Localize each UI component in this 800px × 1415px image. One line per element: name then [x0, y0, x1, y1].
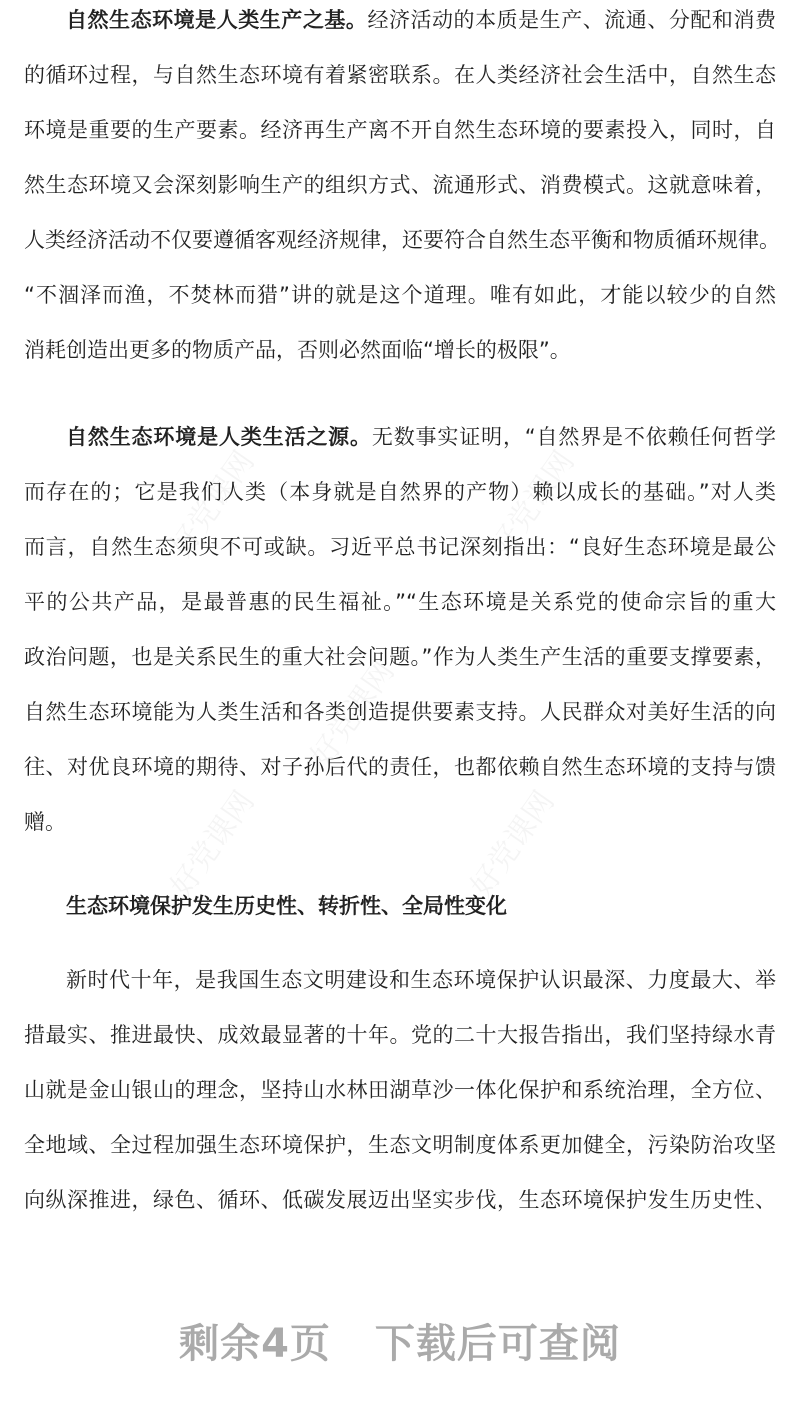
paragraph-line: 环境是重要的生产要素。经济再生产离不开自然生态环境的要素投入，同时，自	[24, 118, 776, 142]
paragraph-line	[66, 5, 776, 35]
paragraph-line: 政治问题，也是关系民生的重大社会问题。”作为人类生产生活的重要支撑要素，	[24, 645, 776, 669]
watermark	[458, 780, 563, 904]
paragraph-line: 平的公共产品，是最普惠的民生福祉。”“生态环境是关系党的使命宗旨的重大	[24, 590, 776, 614]
paragraph-line: 的循环过程，与自然生态环境有着紧密联系。在人类经济社会生活中，自然生态	[24, 63, 776, 87]
paragraph-line: 赠。	[24, 810, 66, 834]
paragraph-line: 消耗创造出更多的物质产品，否则必然面临“增长的极限”。	[24, 338, 571, 362]
download-prompt[interactable]	[0, 1312, 800, 1369]
paragraph-line: 而存在的；它是我们人类（本身就是自然界的产物）赖以成长的基础。”对人类	[24, 480, 776, 504]
paragraph-line: 全地域、全过程加强生态环境保护，生态文明制度体系更加健全，污染防治攻坚	[24, 1133, 776, 1157]
bold-lead: 自然生态环境是人类生活之源。	[66, 425, 372, 449]
line-text: 无数事实证明，“自然界是不依赖任何哲学	[371, 425, 776, 449]
paragraph-line: 人类经济活动不仅要遵循客观经济规律，还要符合自然生态平衡和物质循环规律。	[24, 228, 780, 252]
paragraph-line: 山就是金山银山的理念，坚持山水林田湖草沙一体化保护和系统治理，全方位、	[24, 1078, 776, 1102]
paragraph-line	[66, 422, 776, 452]
paragraph-line: 而言，自然生态须臾不可或缺。习近平总书记深刻指出：“良好生态环境是最公	[24, 535, 776, 559]
remaining-pages-text: 剩余4页	[179, 1321, 331, 1367]
bold-lead: 自然生态环境是人类生产之基。	[66, 8, 368, 32]
paragraph-line: 向纵深推进，绿色、循环、低碳发展迈出坚实步伐，生态环境保护发生历史性、	[24, 1188, 776, 1212]
section-heading: 生态环境保护发生历史性、转折性、全局性变化	[66, 894, 507, 918]
paragraph-line: 往、对优良环境的期待、对子孙后代的责任，也都依赖自然生态环境的支持与馈	[24, 755, 776, 779]
paragraph-line: 新时代十年，是我国生态文明建设和生态环境保护认识最深、力度最大、举	[66, 968, 776, 992]
paragraph-line: 自然生态环境能为人类生活和各类创造提供要素支持。人民群众对美好生活的向	[24, 700, 776, 724]
paragraph-line: “不涸泽而渔，不焚林而猎”讲的就是这个道理。唯有如此，才能以较少的自然	[24, 283, 776, 307]
paragraph-line: 措最实、推进最快、成效最显著的十年。党的二十大报告指出，我们坚持绿水青	[24, 1023, 776, 1047]
watermark	[158, 780, 263, 904]
download-to-read-text: 下载后可查阅	[374, 1321, 621, 1367]
paragraph-line: 然生态环境又会深刻影响生产的组织方式、流通形式、消费模式。这就意味着，	[24, 173, 776, 197]
line-text: 经济活动的本质是生产、流通、分配和消费	[367, 8, 776, 32]
